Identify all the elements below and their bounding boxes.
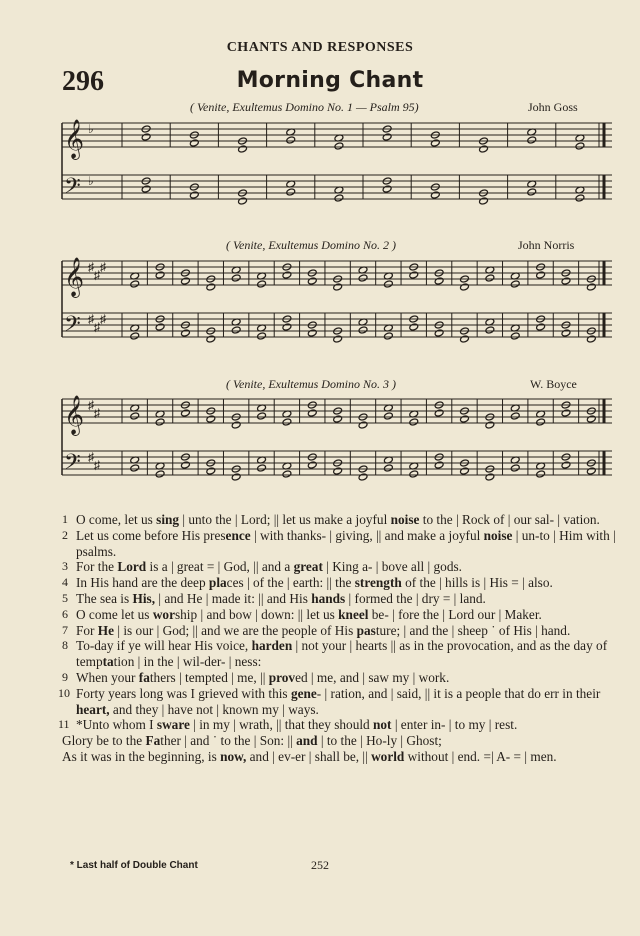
bass-clef-icon: 𝄢 [64,312,81,342]
verse [62,623,618,639]
stress-word: kneel [338,606,369,622]
note-head [510,280,520,288]
stress-word: world [371,748,405,764]
sharp-icon: ♯ [94,458,100,472]
note-head [586,335,596,343]
verse-text: | King a- | bove all | gods. [322,559,462,575]
sharp-icon: ♯ [100,312,106,326]
stress-word: He [97,622,115,638]
treble-clef-icon: 𝄞 [64,395,85,435]
note-head [155,323,165,331]
stress-word: noise [390,512,420,527]
note-head [155,470,165,478]
note-head [510,332,520,340]
verse-text: and they | have not | known my | ways. [109,701,319,717]
verse-text: For [76,622,98,638]
verse-number: 10 [58,685,70,700]
note-head [307,329,317,337]
note-head [434,277,444,285]
flat-icon: ♭ [88,174,94,188]
note-head [561,277,571,285]
note-head [155,418,165,426]
note-head [510,412,520,420]
stress-word: pas [356,622,376,638]
chant-1-score [62,115,612,220]
verse-list [58,512,618,733]
verse-text: ture; | and the | sheep ˙ of His | hand. [375,622,571,638]
verse [62,559,618,575]
verse-text: Let us come before His pres [76,527,226,543]
verse-text: In His hand are the deep [76,575,209,591]
note-head [561,409,571,417]
note-head [383,464,393,472]
note-head [282,418,292,426]
note-head [282,271,292,279]
sharp-icon: ♯ [94,406,100,420]
note-head [383,412,393,420]
note-head [231,326,241,334]
note-head [409,418,419,426]
note-head [485,274,495,282]
verse-text: | un-to | Him with | psalms. [76,527,616,559]
verse-number: 3 [62,559,68,574]
note-head [286,188,296,196]
note-head [536,271,546,279]
verse-number: 9 [62,669,68,684]
note-head [479,197,489,205]
note-head [358,326,368,334]
flat-icon: ♭ [88,122,94,136]
verse-number: 6 [62,606,68,621]
bass-clef-icon: 𝄢 [64,174,81,204]
note-head [181,461,191,469]
note-head [231,473,241,481]
footnote: * Last half of Double Chant [70,860,198,871]
stress-word: sing [156,512,180,527]
chant-3-score [62,391,612,496]
note-head [434,461,444,469]
stress-word: strength [354,575,402,591]
verse-number: 5 [62,590,68,605]
section-header: CHANTS AND RESPONSES [226,40,414,55]
verse-text: ship | and bow | down: || let us [174,606,339,622]
psalm-verses [58,512,618,765]
sharp-icon: ♯ [94,320,100,334]
stress-word: fa [138,669,150,685]
note-head [130,280,140,288]
note-head [334,194,344,202]
verse-number: 2 [62,527,68,542]
note-head [358,274,368,282]
verse-text: ther | and ˙ to the | Son: || [160,733,297,749]
verse [62,607,618,623]
gloria-line [62,733,618,749]
verse-text: be- | fore the | Lord our | Maker. [368,606,542,622]
stress-word: prov [268,669,296,685]
sharp-icon: ♯ [88,450,94,464]
note-head [286,136,296,144]
note-head [527,136,537,144]
note-head [575,142,585,150]
hymn-number: 296 [62,66,104,97]
stress-word: ence [225,527,251,543]
sharp-icon: ♯ [88,312,94,326]
note-head [434,409,444,417]
note-head [575,194,585,202]
verse-text: thers | tempted | me, || [149,669,269,685]
verse-number: 7 [62,622,68,637]
verse-number: 1 [62,512,68,526]
treble-clef-icon: 𝄞 [64,257,85,297]
verse-text: | to the | Ho-ly | Ghost; [317,733,442,749]
verse-text: of the | hills is | His = | also. [401,575,553,591]
verse [58,717,618,733]
sharp-icon: ♯ [88,260,94,274]
verse-text: Glory be to the [62,733,146,749]
stress-word: His, [132,590,156,606]
chant-2-score [62,253,612,358]
note-head [307,409,317,417]
note-head [527,188,537,196]
stress-word: wor [152,606,175,622]
chant-2-caption: ( Venite, Exultemus Domino No. 2 ) [226,238,396,252]
stress-word: noise [483,527,513,543]
chant-1-caption: ( Venite, Exultemus Domino No. 1 — Psalm 95) [190,100,419,114]
note-head [141,133,151,141]
note-head [333,415,343,423]
treble-clef-icon: 𝄞 [64,119,85,159]
note-head [586,415,596,423]
note-head [238,197,248,205]
verse [62,591,618,607]
sharp-icon: ♯ [88,398,94,412]
note-head [430,191,440,199]
note-head [479,145,489,153]
note-head [586,283,596,291]
note-head [130,412,140,420]
note-head [282,470,292,478]
note-head [460,415,470,423]
chant-3-composer: W. Boyce [530,377,577,391]
verse-number: 11 [58,717,70,732]
note-head [536,418,546,426]
note-head [206,283,216,291]
stress-word: harden [251,638,293,654]
note-head [561,329,571,337]
verse-text: When your [76,669,139,685]
verse-number: 4 [62,575,68,590]
note-head [460,335,470,343]
stress-word: and [296,733,318,749]
sharp-icon: ♯ [94,268,100,282]
verse [58,685,618,718]
verse-text: | in my | wrath, || that they should [189,717,374,733]
verse-text: As it was in the beginning, is [62,748,221,764]
verse-text: O come let us [76,606,153,622]
note-head [536,470,546,478]
note-head [155,271,165,279]
note-head [181,409,191,417]
note-head [382,185,392,193]
note-head [358,473,368,481]
verse-text: tion | in the | wil-der- | ness: [113,654,262,670]
verse-text: O come, let us [76,512,157,527]
verse-text: without | end. =| A- = | men. [404,748,557,764]
verse-text: For the [76,559,118,575]
note-head [485,326,495,334]
note-head [257,280,267,288]
verse-text: is a | great = | God, || and a [146,559,294,575]
stress-word: heart, [76,701,110,717]
stress-word: Fa [145,733,161,749]
stress-word: not [373,717,392,733]
verse [62,670,618,686]
chant-3-caption: ( Venite, Exultemus Domino No. 3 ) [226,377,396,391]
note-head [206,467,216,475]
note-head [333,335,343,343]
note-head [189,191,199,199]
note-head [181,277,191,285]
note-head [334,142,344,150]
verse-text: and | ev-er | shall be, || [246,748,372,764]
note-head [130,332,140,340]
verse [62,528,618,560]
note-head [383,332,393,340]
chant-1-composer: John Goss [528,100,578,114]
note-head [231,421,241,429]
verse [62,638,618,670]
stress-word: sware [156,717,190,733]
note-head [382,133,392,141]
page-number: 252 [311,858,329,872]
note-head [561,461,571,469]
note-head [430,139,440,147]
stress-word: Lord [117,559,147,575]
stress-word: gene [290,685,317,701]
note-head [358,421,368,429]
note-head [282,323,292,331]
note-head [130,464,140,472]
note-head [460,283,470,291]
verse-text: To-day if ye will hear His voice, [76,638,252,654]
stress-word: ta [102,654,114,670]
sharp-icon: ♯ [100,260,106,274]
note-head [383,280,393,288]
note-head [257,464,267,472]
verse-text: | with thanks- | giving, || and make a joyful [250,527,484,543]
note-head [141,185,151,193]
note-head [238,145,248,153]
verse-number: 8 [62,638,68,653]
note-head [206,335,216,343]
note-head [206,415,216,423]
bass-clef-icon: 𝄢 [64,450,81,480]
note-head [333,467,343,475]
stress-word: now, [220,748,247,764]
note-head [231,274,241,282]
gloria-line [62,749,618,765]
stress-word: pla [208,575,227,591]
note-head [257,332,267,340]
verse-text: | is our | God; || and we are the people of His [114,622,357,638]
note-head [333,283,343,291]
chant-2-composer: John Norris [518,238,575,252]
note-head [485,421,495,429]
note-head [409,323,419,331]
note-head [181,329,191,337]
verse-text: Forty years long was I grieved with this [76,685,291,701]
note-head [307,277,317,285]
note-head [409,271,419,279]
stress-word: hands [311,590,346,606]
verse-text: | enter in- | to my | rest. [391,717,518,733]
note-head [307,461,317,469]
verse-text: *Unto whom I [76,717,157,733]
note-head [460,467,470,475]
stress-word: great [293,559,323,575]
verse-text: | and He | made it: || and His [155,590,312,606]
note-head [189,139,199,147]
verse-text: ed | me, and | saw my | work. [295,669,450,685]
verse-text: | unto the | Lord; || let us make a joyful [179,512,391,527]
note-head [434,329,444,337]
gloria [62,733,618,765]
verse-text: | not your | hearts || as in the provocation, and as the day of temp [76,638,608,670]
verse [62,575,618,591]
verse-text: to the | Rock of | our sal- | vation. [419,512,600,527]
verse [62,512,618,528]
verse-text: The sea is [76,590,133,606]
note-head [510,464,520,472]
note-head [257,412,267,420]
note-head [409,470,419,478]
verse-text: ces | of the | earth: || the [226,575,355,591]
verse-text: - | ration, and | said, || it is a people that do err in their [316,685,601,701]
hymn-title: Morning Chant [236,68,424,93]
note-head [586,467,596,475]
verse-text: | formed the | dry = | land. [345,590,486,606]
note-head [536,323,546,331]
note-head [485,473,495,481]
